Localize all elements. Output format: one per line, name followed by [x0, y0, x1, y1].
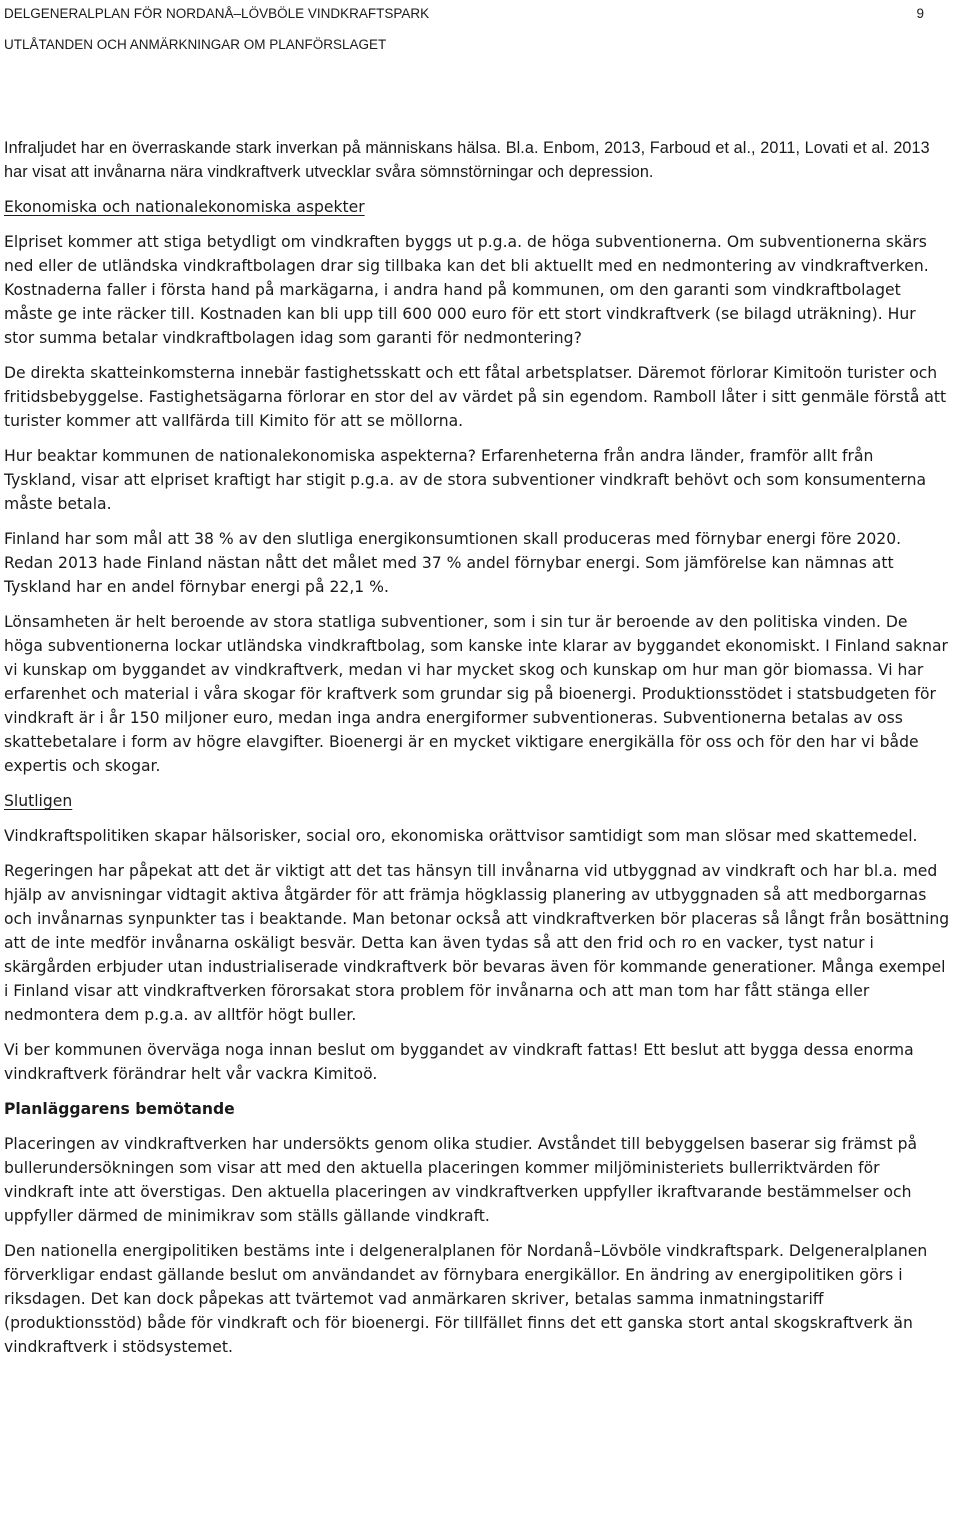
paragraph-infrasound: Infraljudet har en överraskande stark inverkan på människans hälsa. Bl.a. Enbom, 2013, Farboud et al., 2011, Lovati et al. 2013 har visat att invånarna nära vindkraftverk utvecklar svåra sömnstörningar och depression. — [4, 139, 930, 181]
paragraph-tax-income: De direkta skatteinkomsterna innebär fastighetsskatt och ett fåtal arbetsplatser. Däremot förlorar Kimitoön turister och fritidsbebyggelse. Fastighetsägarna förlorar en stor del av värdet på sin egendom. Ramboll låter i sitt genmäle förstå att turister kommer att vallfärda till Kimito för att se möllorna. — [4, 364, 947, 430]
paragraph-electricity-price: Elpriset kommer att stiga betydligt om vindkraften byggs ut p.g.a. de höga subventionerna. Om subventionerna skärs ned eller de utländska vindkraftbolagen drar sig tillbaka kan det bli aktuellt med en nedmontering av vindkraftverken. Kostnaderna faller i första hand på markägarna, i andra hand på kommunen, om den garanti som vindkraftbolaget måste ge inte räcker till. Kostnaden kan bli upp till 600 000 euro för ett stort vindkraftverk (se bilagd uträkning). Hur stor summa betalar vindkraftbolagen idag som garanti för nedmontering? — [4, 233, 929, 347]
section-heading-finally: Slutligen — [4, 792, 73, 810]
paragraph-energy-policy: Den nationella energipolitiken bestäms inte i delgeneralplanen för Nordanå–Lövböle vindkraftspark. Delgeneralplanen förverkligar endast gällande beslut om användandet av förnybara energikällor. En ändring av energipolitiken görs i riksdagen. Det kan dock påpekas att tvärtemot vad anmärkaren skriver, betalas samma inmatningstariff (produktionsstöd) både för vindkraft och för bioenergi. För tillfället finns det ett ganska stort antal skogskraftverk än vindkraftverk i stödsystemet. — [4, 1242, 928, 1356]
paragraph-national-economy: Hur beaktar kommunen de nationalekonomiska aspekterna? Erfarenheterna från andra länder, framför allt från Tyskland, visar att elpriset kraftigt har stigit p.g.a. av de stora subventioner vindkraft behövt och som konsumenterna måste betala. — [4, 447, 927, 513]
document-body — [4, 136, 950, 1370]
paragraph-placement: Placeringen av vindkraftverken har undersökts genom olika studier. Avståndet till bebyggelsen baserar sig främst på bullerundersökningen som visar att med den aktuella placeringen kommer miljöministeriets bullerriktvärden för vindkraft inte att överstigas. Den aktuella placeringen av vindkraftverken uppfyller ikraftvarande bestämmelser och uppfyller därmed de minimikrav som ställs gällande vindkraft. — [4, 1135, 918, 1225]
document-title: DELGENERALPLAN FÖR NORDANÅ–LÖVBÖLE VINDKRAFTSPARK — [4, 6, 430, 21]
page-header — [4, 5, 924, 67]
document-subtitle: UTLÅTANDEN OCH ANMÄRKNINGAR OM PLANFÖRSLAGET — [4, 37, 387, 52]
paragraph-request: Vi ber kommunen överväga noga innan beslut om byggandet av vindkraft fattas! Ett beslut att bygga dessa enorma vindkraftverk förändrar helt vår vackra Kimitoö. — [4, 1041, 914, 1083]
paragraph-profitability: Lönsamheten är helt beroende av stora statliga subventioner, som i sin tur är beroende av den politiska vinden. De höga subventionerna lockar utländska vindkraftbolag, som kanske inte klarar av byggandet ekonomiskt. I Finland saknar vi kunskap om byggandet av vindkraftverk, medan vi har mycket skog och kunskap om hur man gör biomassa. Vi har erfarenhet och material i våra skogar för kraftverk som grundar sig på bioenergi. Produktionsstödet i statsbudgeten för vindkraft är i år 150 miljoner euro, medan inga andra energiformer subventioneras. Subventionerna betalas av oss skattebetalare i form av högre elavgifter. Bioenergi är en mycket viktigare energikälla för oss och för den har vi både expertis och skogar. — [4, 613, 948, 775]
paragraph-renewable-target: Finland har som mål att 38 % av den slutliga energikonsumtionen skall produceras med förnybar energi före 2020. Redan 2013 hade Finland nästan nått det målet med 37 % andel förnybar energi. Som jämförelse kan nämnas att Tyskland har en andel förnybar energi på 22,1 %. — [4, 530, 902, 596]
paragraph-government: Regeringen har påpekat att det är viktigt att det tas hänsyn till invånarna vid utbyggnad av vindkraft och har bl.a. med hjälp av anvisningar vidtagit aktiva åtgärder för att främja högklassig planering av utbyggnaden så att medborgarnas och invånarnas synpunkter tas i beaktande. Man betonar också att vindkraftverken bör placeras så långt från bosättning att de inte medför invånarna oskäligt besvär. Detta kan även tydas så att den frid och ro en vacker, tyst natur i skärgården erbjuder utan industrialiserade vindkraftverk bör bevaras även för kommande generationer. Många exempel i Finland visar att vindkraftverken förorsakat stora problem för invånarna och att man tom har fått stänga eller nedmontera dem p.g.a. av alltför högt buller. — [4, 862, 950, 1024]
section-heading-economics: Ekonomiska och nationalekonomiska aspekter — [4, 198, 365, 216]
section-heading-planner-response: Planläggarens bemötande — [4, 1100, 235, 1118]
paragraph-wind-policy: Vindkraftspolitiken skapar hälsorisker, social oro, ekonomiska orättvisor samtidigt som man slösar med skattemedel. — [4, 827, 918, 845]
page-number: 9 — [916, 6, 924, 21]
